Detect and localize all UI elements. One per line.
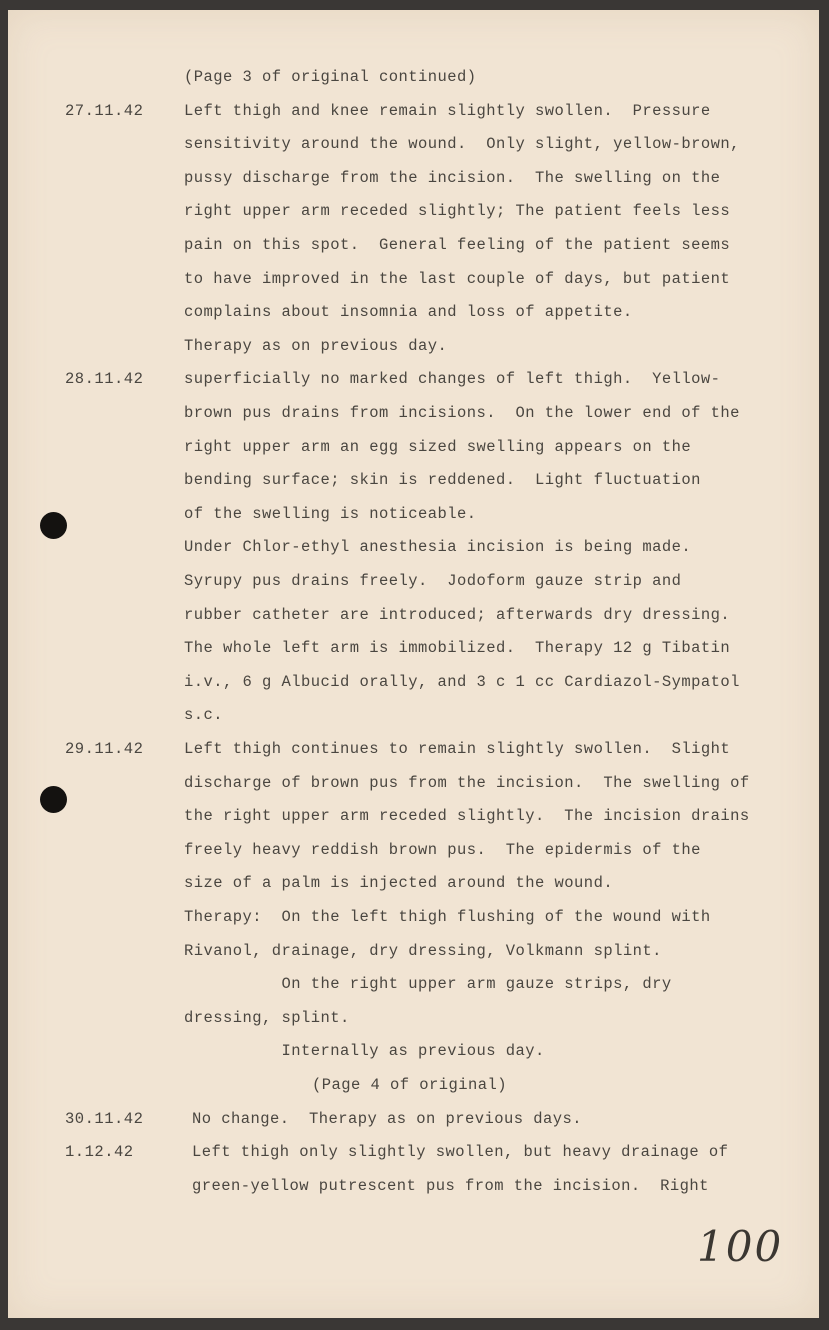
entry-text-line: On the right upper arm gauze strips, dry xyxy=(184,975,672,994)
entry-text-line: i.v., 6 g Albucid orally, and 3 c 1 cc Cardiazol-Sympatol xyxy=(184,672,740,691)
entry-date: 1.12.42 xyxy=(65,1143,134,1162)
punch-hole-top xyxy=(40,512,67,539)
entry-text-line: rubber catheter are introduced; afterwards dry dressing. xyxy=(184,605,731,624)
entry-text-line: Syrupy pus drains freely. Jodoform gauze strip and xyxy=(184,572,682,590)
entry-text-line: to have improved in the last couple of days, but patient xyxy=(184,269,731,288)
entry-text-line: bending surface; skin is reddened. Light fluctuation xyxy=(184,471,701,490)
entry-text-line: the right upper arm receded slightly. The incision drains xyxy=(184,807,750,826)
entry-text-line: sensitivity around the wound. Only slight, yellow-brown, xyxy=(184,135,740,154)
entry-text-line: The whole left arm is immobilized. Therapy 12 g Tibatin xyxy=(184,639,731,658)
entry-text-line: Internally as previous day. xyxy=(184,1042,545,1061)
entry-text-line: green-yellow putrescent pus from the incision. Right xyxy=(192,1176,709,1195)
entry-text-line: right upper arm an egg sized swelling appears on the xyxy=(184,437,692,456)
entry-text-line: Under Chlor-ethyl anesthesia incision is being made. xyxy=(184,538,692,557)
entry-text-line: Left thigh continues to remain slightly swollen. Slight xyxy=(184,740,731,758)
entry-text-line: right upper arm receded slightly; The patient feels less xyxy=(184,202,731,221)
entry-date: 30.11.42 xyxy=(65,1109,144,1128)
handwritten-page-number: 100 xyxy=(697,1222,784,1271)
entry-text-line: discharge of brown pus from the incision. The swelling of xyxy=(184,773,750,792)
entry-text-line: pussy discharge from the incision. The swelling on the xyxy=(184,168,721,187)
entry-text-line: freely heavy reddish brown pus. The epidermis of the xyxy=(184,840,701,859)
entry-text-line: of the swelling is noticeable. xyxy=(184,504,477,523)
entry-text-line: No change. Therapy as on previous days. xyxy=(192,1109,583,1128)
entry-text-line: s.c. xyxy=(184,706,224,725)
entry-text-line: Left thigh and knee remain slightly swollen. Pressure xyxy=(184,101,711,120)
entry-text-line: Left thigh only slightly swollen, but heavy drainage of xyxy=(192,1143,729,1162)
entry-text-line: Rivanol, drainage, dry dressing, Volkmann splint. xyxy=(184,941,662,960)
entry-text-line: Therapy as on previous day. xyxy=(184,336,448,355)
punch-hole-bottom xyxy=(40,786,67,813)
page-4-note: (Page 4 of original) xyxy=(312,1076,508,1094)
entry-text-line: pain on this spot. General feeling of the patient seems xyxy=(184,236,731,254)
entry-text-line: superficially no marked changes of left thigh. Yellow- xyxy=(184,370,721,389)
entry-text-line: complains about insomnia and loss of appetite. xyxy=(184,303,633,322)
entry-text-line: dressing, splint. xyxy=(184,1008,350,1027)
entry-text-line: size of a palm is injected around the wound. xyxy=(184,874,614,893)
entry-text-line: Therapy: On the left thigh flushing of the wound with xyxy=(184,908,711,926)
entry-date: 27.11.42 xyxy=(65,101,144,120)
entry-text-line: brown pus drains from incisions. On the lower end of the xyxy=(184,404,740,422)
page-continuation-note: (Page 3 of original continued) xyxy=(184,68,477,86)
entry-date: 28.11.42 xyxy=(65,370,144,389)
entry-date: 29.11.42 xyxy=(65,740,144,758)
